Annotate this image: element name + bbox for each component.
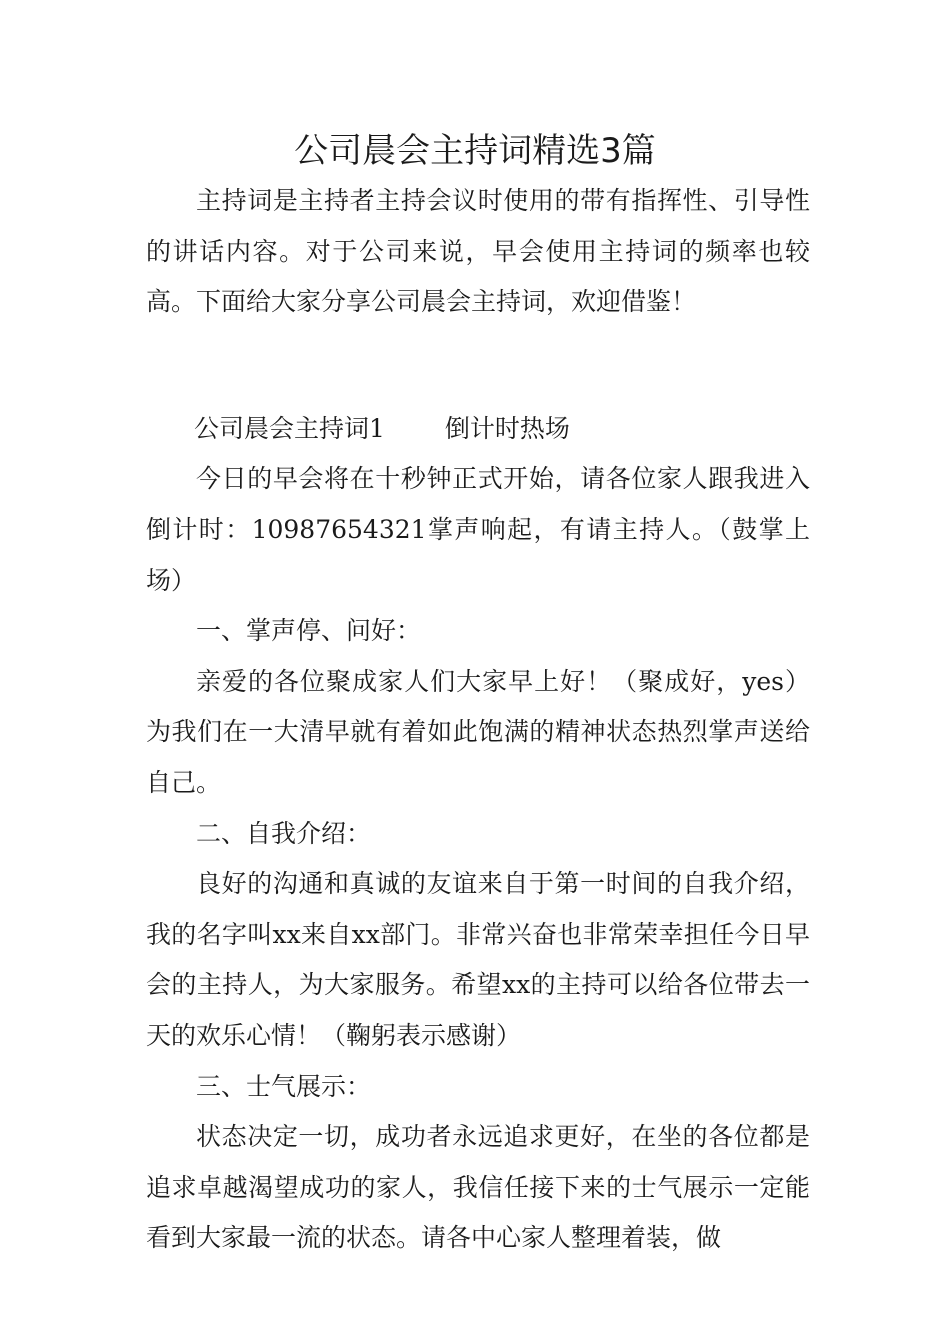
section-heading <box>146 404 810 455</box>
document-title: 公司晨会主持词精选3篇 <box>294 131 656 171</box>
paragraph-self-intro: 良好的沟通和真诚的友谊来自于第一时间的自我介绍，我的名字叫xx来自xx部门。非常兴奋也非常荣幸担任今日早会的主持人，为大家服务。希望xx的主持可以给各位带去一天的欢乐心情！（鞠躬表示感谢） <box>146 869 810 1050</box>
paragraph-countdown: 今日的早会将在十秒钟正式开始，请各位家人跟我进入倒计时：10987654321掌声响起，有请主持人。（鼓掌上场） <box>146 464 810 595</box>
intro-paragraph: 主持词是主持者主持会议时使用的带有指挥性、引导性的讲话内容。对于公司来说，早会使用主持词的频率也较高。下面给大家分享公司晨会主持词，欢迎借鉴！ <box>146 186 810 317</box>
document-body <box>146 176 810 1264</box>
paragraph-morale: 状态决定一切，成功者永远追求更好，在坐的各位都是追求卓越渴望成功的家人，我信任接下来的士气展示一定能看到大家最一流的状态。请各中心家人整理着装，做 <box>146 1122 810 1253</box>
heading-morale: 三、士气展示： <box>196 1071 372 1101</box>
section-spacer <box>146 328 810 404</box>
section-label: 公司晨会主持词1 <box>194 413 385 443</box>
paragraph-greeting: 亲爱的各位聚成家人们大家早上好！（聚成好，yes）为我们在一大清早就有着如此饱满的精神状态热烈掌声送给自己。 <box>146 666 810 797</box>
heading-greeting: 一、掌声停、问好： <box>196 616 422 646</box>
heading-self-intro: 二、自我介绍： <box>196 818 372 848</box>
section-subtitle: 倒计时热场 <box>444 413 570 443</box>
